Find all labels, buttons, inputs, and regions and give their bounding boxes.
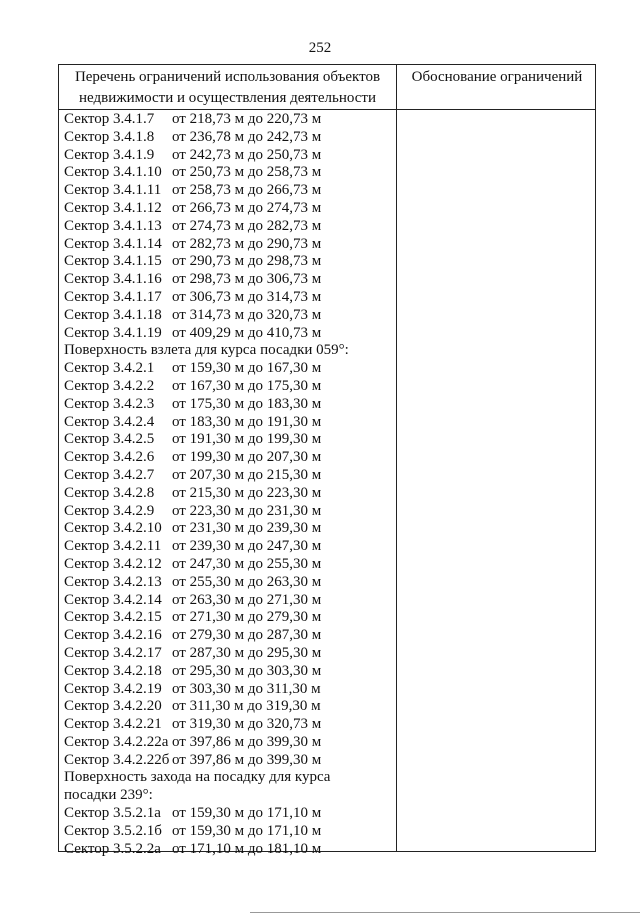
sector-row xyxy=(64,574,394,592)
sector-label: Сектор 3.4.1.13 xyxy=(64,217,162,234)
sector-row xyxy=(64,360,394,378)
height-range: от 266,73 м до 274,73 м xyxy=(172,199,322,216)
sector-row xyxy=(64,414,394,432)
sector-label: Сектор 3.4.2.14 xyxy=(64,591,162,608)
sector-label: Сектор 3.4.2.16 xyxy=(64,627,162,644)
height-range: от 306,73 м до 314,73 м xyxy=(172,288,322,305)
sector-label: Сектор 3.4.1.14 xyxy=(64,235,162,252)
header-restrictions-list xyxy=(59,67,396,109)
sector-row xyxy=(64,734,394,752)
sector-row xyxy=(64,200,394,218)
sector-label: Сектор 3.4.1.15 xyxy=(64,253,162,270)
sector-label: Сектор 3.4.1.17 xyxy=(64,288,162,305)
height-range: от 258,73 м до 266,73 м xyxy=(172,182,322,199)
height-range: от 255,30 м до 263,30 м xyxy=(172,573,322,590)
sector-row xyxy=(64,396,394,414)
height-range: от 250,73 м до 258,73 м xyxy=(172,164,322,181)
sector-label: Сектор 3.4.2.22б xyxy=(64,751,170,768)
sector-label: Сектор 3.4.2.12 xyxy=(64,555,162,572)
sector-label: Сектор 3.5.2.1б xyxy=(64,822,162,839)
sector-list xyxy=(64,111,394,858)
page-number: 252 xyxy=(308,40,332,56)
sector-label: Сектор 3.4.2.20 xyxy=(64,698,162,715)
sector-label: Сектор 3.4.2.15 xyxy=(64,609,162,626)
sector-row xyxy=(64,164,394,182)
sector-row xyxy=(64,431,394,449)
height-range: от 159,30 м до 171,10 м xyxy=(172,822,322,839)
height-range: от 295,30 м до 303,30 м xyxy=(172,662,322,679)
height-range: от 397,86 м до 399,30 м xyxy=(172,751,322,768)
sector-row xyxy=(64,236,394,254)
sector-row xyxy=(64,609,394,627)
section-heading: Поверхность захода на посадку для курса xyxy=(64,769,331,786)
sector-row xyxy=(64,307,394,325)
sector-label: Сектор 3.4.2.1 xyxy=(64,360,155,377)
sector-row xyxy=(64,218,394,236)
height-range: от 223,30 м до 231,30 м xyxy=(172,502,322,519)
height-range: от 290,73 м до 298,73 м xyxy=(172,253,322,270)
section-heading: посадки 239°: xyxy=(64,787,153,804)
sector-label: Сектор 3.4.2.8 xyxy=(64,484,155,501)
sector-label: Сектор 3.4.1.18 xyxy=(64,306,162,323)
height-range: от 175,30 м до 183,30 м xyxy=(172,395,322,412)
height-range: от 191,30 м до 199,30 м xyxy=(172,431,322,448)
sector-label: Сектор 3.4.2.9 xyxy=(64,502,155,519)
sector-row xyxy=(64,556,394,574)
sector-label: Сектор 3.4.2.22а xyxy=(64,733,169,750)
sector-label: Сектор 3.4.2.21 xyxy=(64,716,162,733)
sector-label: Сектор 3.5.2.2а xyxy=(64,840,161,857)
height-range: от 303,30 м до 311,30 м xyxy=(172,680,321,697)
scan-edge-line xyxy=(250,912,640,913)
height-range: от 215,30 м до 223,30 м xyxy=(172,484,322,501)
sector-label: Сектор 3.4.2.13 xyxy=(64,573,162,590)
height-range: от 247,30 м до 255,30 м xyxy=(172,555,322,572)
sector-row xyxy=(64,182,394,200)
height-range: от 279,30 м до 287,30 м xyxy=(172,627,322,644)
height-range: от 167,30 м до 175,30 м xyxy=(172,377,322,394)
sector-label: Сектор 3.4.2.5 xyxy=(64,431,155,448)
height-range: от 319,30 м до 320,73 м xyxy=(172,716,322,733)
sector-label: Сектор 3.5.2.1а xyxy=(64,805,161,822)
sector-label: Сектор 3.4.1.7 xyxy=(64,111,155,127)
height-range: от 263,30 м до 271,30 м xyxy=(172,591,322,608)
height-range: от 242,73 м до 250,73 м xyxy=(172,146,322,163)
sector-row xyxy=(64,111,394,129)
sector-row xyxy=(64,485,394,503)
sector-label: Сектор 3.4.2.4 xyxy=(64,413,155,430)
sector-row xyxy=(64,592,394,610)
sector-row xyxy=(64,663,394,681)
sector-row xyxy=(64,752,394,770)
sector-row xyxy=(64,538,394,556)
sector-row xyxy=(64,716,394,734)
column-divider xyxy=(396,65,397,851)
sector-label: Сектор 3.4.1.11 xyxy=(64,182,162,199)
sector-label: Сектор 3.4.2.18 xyxy=(64,662,162,679)
height-range: от 311,30 м до 319,30 м xyxy=(172,698,321,715)
sector-label: Сектор 3.4.1.16 xyxy=(64,271,162,288)
sector-row xyxy=(64,449,394,467)
sector-row xyxy=(64,147,394,165)
sector-row xyxy=(64,698,394,716)
height-range: от 183,30 м до 191,30 м xyxy=(172,413,322,430)
restrictions-table xyxy=(58,64,596,857)
sector-label: Сектор 3.4.1.9 xyxy=(64,146,155,163)
sector-label: Сектор 3.4.2.3 xyxy=(64,395,155,412)
sector-label: Сектор 3.4.1.12 xyxy=(64,199,162,216)
sector-row xyxy=(64,289,394,307)
height-range: от 298,73 м до 306,73 м xyxy=(172,271,322,288)
height-range: от 271,30 м до 279,30 м xyxy=(172,609,322,626)
header-left-line2: недвижимости и осуществления деятельности xyxy=(79,90,376,106)
height-range: от 159,30 м до 171,10 м xyxy=(172,805,322,822)
height-range: от 171,10 м до 181,10 м xyxy=(172,840,322,857)
section-heading: Поверхность взлета для курса посадки 059°: xyxy=(64,342,349,359)
sector-row xyxy=(64,627,394,645)
sector-label: Сектор 3.4.2.11 xyxy=(64,538,162,555)
sector-row xyxy=(64,467,394,485)
height-range: от 236,78 м до 242,73 м xyxy=(172,128,322,145)
sector-label: Сектор 3.4.2.17 xyxy=(64,644,162,661)
sector-row xyxy=(64,253,394,271)
sector-row xyxy=(64,841,394,859)
sector-label: Сектор 3.4.2.2 xyxy=(64,377,155,394)
header-divider xyxy=(59,109,595,110)
sector-row xyxy=(64,823,394,841)
sector-row xyxy=(64,325,394,343)
height-range: от 199,30 м до 207,30 м xyxy=(172,449,322,466)
sector-label: Сектор 3.4.1.19 xyxy=(64,324,162,341)
sector-row xyxy=(64,271,394,289)
sector-row xyxy=(64,129,394,147)
sector-row xyxy=(64,503,394,521)
sector-label: Сектор 3.4.2.7 xyxy=(64,466,155,483)
height-range: от 159,30 м до 167,30 м xyxy=(172,360,322,377)
height-range: от 207,30 м до 215,30 м xyxy=(172,466,322,483)
sector-label: Сектор 3.4.1.8 xyxy=(64,128,155,145)
header-left-line1: Перечень ограничений использования объектов xyxy=(74,69,381,85)
sector-label: Сектор 3.4.2.19 xyxy=(64,680,162,697)
sector-row xyxy=(64,378,394,396)
height-range: от 287,30 м до 295,30 м xyxy=(172,644,322,661)
height-range: от 282,73 м до 290,73 м xyxy=(172,235,322,252)
sector-row xyxy=(64,681,394,699)
height-range: от 397,86 м до 399,30 м xyxy=(172,733,322,750)
header-justification: Обоснование ограничений xyxy=(411,69,583,85)
sector-row xyxy=(64,645,394,663)
height-range: от 409,29 м до 410,73 м xyxy=(172,324,322,341)
sector-row xyxy=(64,805,394,823)
height-range: от 218,73 м до 220,73 м xyxy=(172,111,322,127)
height-range: от 314,73 м до 320,73 м xyxy=(172,306,322,323)
sector-label: Сектор 3.4.2.6 xyxy=(64,449,155,466)
height-range: от 231,30 м до 239,30 м xyxy=(172,520,322,537)
sector-label: Сектор 3.4.1.10 xyxy=(64,164,162,181)
sector-label: Сектор 3.4.2.10 xyxy=(64,520,162,537)
sector-row xyxy=(64,520,394,538)
height-range: от 239,30 м до 247,30 м xyxy=(172,538,322,555)
height-range: от 274,73 м до 282,73 м xyxy=(172,217,322,234)
